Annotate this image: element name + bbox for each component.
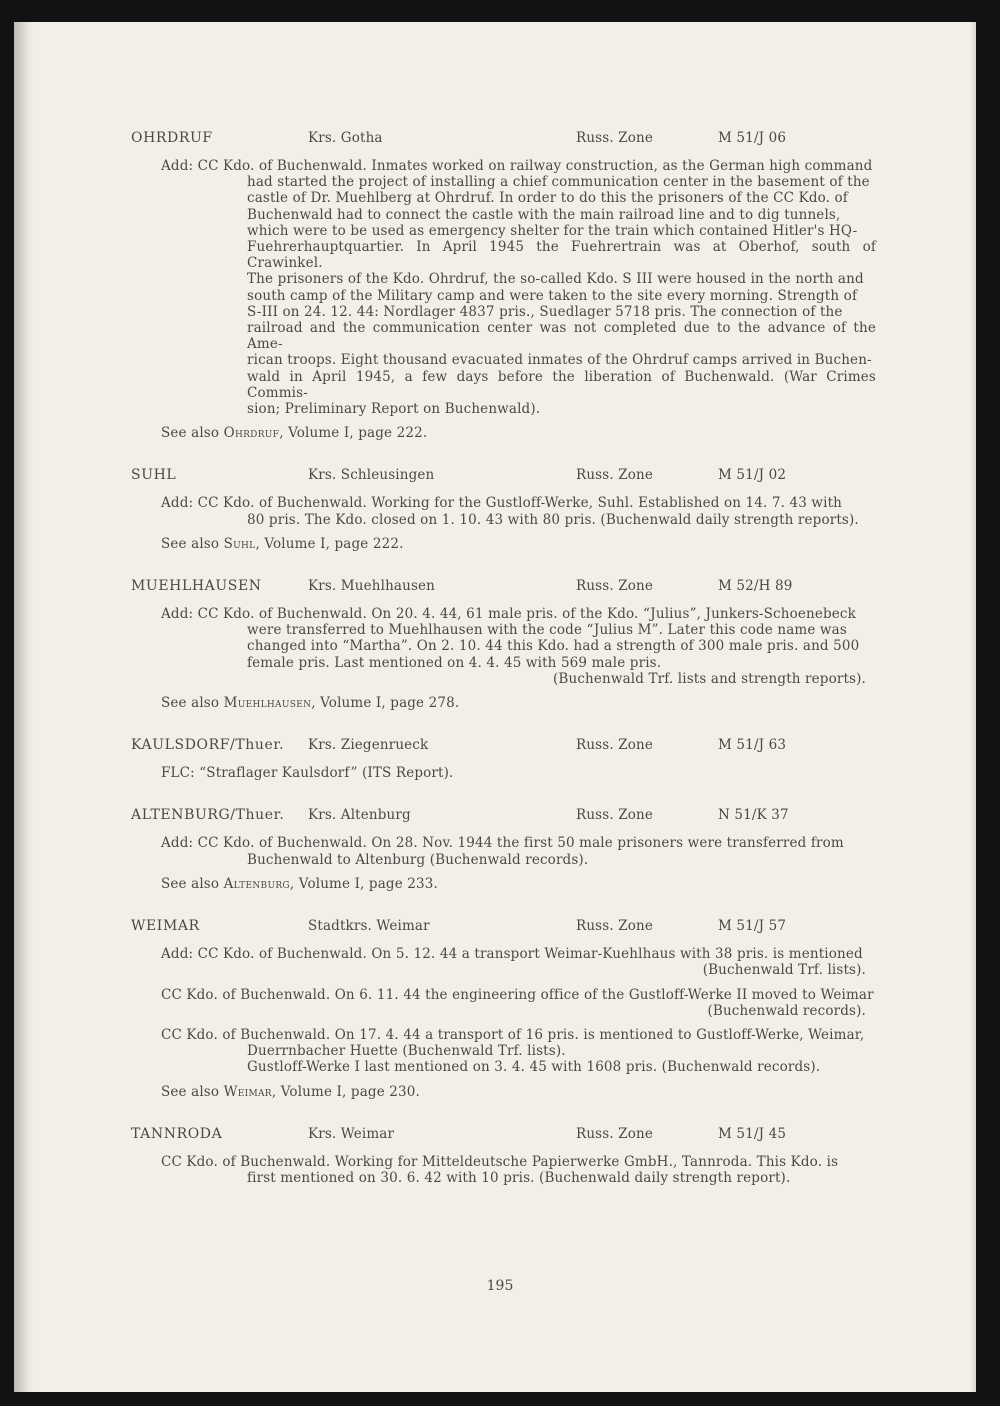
place-name: WEIMAR — [131, 918, 200, 935]
zone-label: Russ. Zone — [576, 1125, 653, 1142]
entry-line: Buchenwald had to connect the castle with the main railroad line and to dig tunnels, — [247, 206, 841, 223]
entry-source: (Buchenwald Trf. lists and strength reports). — [553, 670, 866, 687]
entry-line: sion; Preliminary Report on Buchenwald). — [247, 401, 541, 418]
see-also-volume: , Volume I, page 278. — [311, 695, 460, 712]
district-name: Krs. Muehlhausen — [308, 578, 436, 595]
entry-header — [131, 807, 876, 827]
entry-line: Buchenwald to Altenburg (Buchenwald records). — [247, 851, 589, 868]
entry-line: first mentioned on 30. 6. 42 with 10 pris. (Buchenwald daily strength report). — [247, 1169, 791, 1186]
entry-line: changed into “Martha”. On 2. 10. 44 this Kdo. had a strength of 300 male pris. and 500 — [247, 638, 860, 655]
entry-text — [161, 158, 876, 417]
entry-line: Fuehrerhauptquartier. In April 1945 the Fuehrertrain was at Oberhof, south of Crawinkel. — [247, 239, 876, 272]
see-also-place: Ohrdruf — [223, 425, 280, 442]
entry-source: (Buchenwald records). — [707, 1002, 866, 1019]
see-also-place: Muehlhausen — [223, 695, 312, 712]
map-grid-ref: M 51/J 02 — [718, 467, 787, 484]
entry-line: female pris. Last mentioned on 4. 4. 45 with 569 male pris. — [247, 654, 662, 671]
see-also-prefix: See also — [161, 535, 220, 552]
entry-header — [131, 1126, 876, 1146]
page-gutter — [14, 22, 34, 1392]
see-also-place: Suhl — [223, 535, 256, 552]
entry-text — [161, 765, 876, 781]
entry-text — [161, 606, 876, 687]
zone-label: Russ. Zone — [576, 578, 653, 595]
place-name: OHRDRUF — [131, 130, 213, 146]
entry-first-line: CC Kdo. of Buchenwald. Working for Mitteldeutsche Papierwerke GmbH., Tannroda. This Kdo. is — [161, 1153, 839, 1170]
map-grid-ref: M 51/J 57 — [718, 918, 787, 935]
entry-first-line: Add: CC Kdo. of Buchenwald. On 28. Nov. 1944 the first 50 male prisoners were transferred from — [161, 835, 844, 852]
gazetteer-entry — [131, 807, 876, 892]
see-also-prefix: See also — [161, 425, 220, 442]
page-edge — [970, 22, 976, 1392]
entry-text — [161, 1154, 876, 1186]
district-name: Krs. Ziegenrueck — [308, 737, 429, 754]
entry-line: wald in April 1945, a few days before the liberation of Buchenwald. (War Crimes Commis- — [247, 368, 876, 401]
entry-line: rican troops. Eight thousand evacuated inmates of the Ohrdruf camps arrived in Buchen- — [247, 352, 872, 369]
gazetteer-entry — [131, 918, 876, 1100]
entry-line: which were to be used as emergency shelter for the train which contained Hitler's HQ- — [247, 222, 858, 239]
entry-source: (Buchenwald Trf. lists). — [702, 962, 866, 979]
entry-line: were transferred to Muehlhausen with the code “Julius M”. Later this code name was — [247, 622, 847, 639]
entry-first-line: Add: CC Kdo. of Buchenwald. Inmates worked on railway construction, as the German high command — [161, 158, 873, 174]
see-also-reference — [161, 425, 876, 441]
entry-first-line: CC Kdo. of Buchenwald. On 17. 4. 44 a transport of 16 pris. is mentioned to Gustloff-Werke, Weimar, — [161, 1026, 865, 1043]
district-name: Krs. Weimar — [308, 1125, 395, 1142]
see-also-reference — [161, 876, 876, 892]
place-name: SUHL — [131, 467, 177, 484]
map-grid-ref: M 51/J 45 — [718, 1125, 787, 1142]
entry-line: had started the project of installing a chief communication center in the basement of the — [247, 174, 870, 191]
gazetteer-entry — [131, 1126, 876, 1186]
page-number: 195 — [486, 1278, 514, 1294]
entry-text — [161, 495, 876, 527]
zone-label: Russ. Zone — [576, 130, 653, 146]
see-also-volume: , Volume I, page 222. — [255, 535, 404, 552]
entry-line: south camp of the Military camp and were taken to the site every morning. Strength of — [247, 287, 858, 304]
see-also-reference — [161, 536, 876, 552]
see-also-volume: , Volume I, page 230. — [271, 1083, 420, 1100]
see-also-reference — [161, 1084, 876, 1100]
entry-text — [161, 987, 876, 1019]
zone-label: Russ. Zone — [576, 737, 653, 754]
entry-first-line: FLC: “Straflager Kaulsdorf” (ITS Report). — [161, 765, 454, 782]
entry-line: 80 pris. The Kdo. closed on 1. 10. 43 with 80 pris. (Buchenwald daily strength reports). — [247, 511, 859, 528]
entry-line: The prisoners of the Kdo. Ohrdruf, the so-called Kdo. S III were housed in the north and — [247, 271, 864, 288]
entry-first-line: Add: CC Kdo. of Buchenwald. On 5. 12. 44 a transport Weimar-Kuehlhaus with 38 pris. is mentioned — [161, 946, 863, 963]
entry-line: railroad and the communication center was not completed due to the advance of the Ame- — [247, 320, 876, 353]
zone-label: Russ. Zone — [576, 467, 653, 484]
see-also-reference — [161, 695, 876, 711]
gazetteer-entry — [131, 578, 876, 711]
entry-header — [131, 737, 876, 757]
gazetteer-entry — [131, 737, 876, 781]
page-content — [131, 130, 876, 1212]
map-grid-ref: M 52/H 89 — [718, 578, 793, 595]
see-also-prefix: See also — [161, 695, 220, 712]
entry-header — [131, 918, 876, 938]
entry-text — [161, 946, 876, 978]
district-name: Krs. Gotha — [308, 130, 383, 146]
see-also-prefix: See also — [161, 1083, 220, 1100]
see-also-volume: , Volume I, page 233. — [289, 875, 438, 892]
entry-text — [161, 1027, 876, 1076]
zone-label: Russ. Zone — [576, 918, 653, 935]
entry-header — [131, 130, 876, 150]
map-grid-ref: M 51/J 06 — [718, 130, 787, 146]
entry-first-line: Add: CC Kdo. of Buchenwald. On 20. 4. 44, 61 male pris. of the Kdo. “Julius”, Junkers-Schoenebeck — [161, 606, 856, 623]
entry-line: Gustloff-Werke I last mentioned on 3. 4. 45 with 1608 pris. (Buchenwald records). — [247, 1059, 821, 1076]
district-name: Stadtkrs. Weimar — [308, 918, 430, 935]
gazetteer-entry — [131, 467, 876, 552]
entry-first-line: Add: CC Kdo. of Buchenwald. Working for the Gustloff-Werke, Suhl. Established on 14. 7. 43 with — [161, 495, 843, 512]
entry-line: Duerrnbacher Huette (Buchenwald Trf. lists). — [247, 1043, 566, 1060]
see-also-prefix: See also — [161, 875, 220, 892]
see-also-volume: , Volume I, page 222. — [279, 425, 428, 442]
gazetteer-entry — [131, 130, 876, 441]
see-also-place: Altenburg — [223, 875, 290, 892]
place-name: TANNRODA — [131, 1125, 223, 1142]
entry-header — [131, 578, 876, 598]
map-grid-ref: M 51/J 63 — [718, 737, 787, 754]
district-name: Krs. Schleusingen — [308, 467, 435, 484]
entry-text — [161, 835, 876, 867]
entry-line: castle of Dr. Muehlberg at Ohrdruf. In order to do this the prisoners of the CC Kdo. of — [247, 190, 848, 207]
zone-label: Russ. Zone — [576, 807, 653, 824]
place-name: KAULSDORF/Thuer. — [131, 737, 285, 754]
entry-first-line: CC Kdo. of Buchenwald. On 6. 11. 44 the engineering office of the Gustloff-Werke II moved to Weimar — [161, 986, 874, 1003]
district-name: Krs. Altenburg — [308, 807, 411, 824]
entry-header — [131, 467, 876, 487]
place-name: ALTENBURG/Thuer. — [131, 807, 285, 824]
map-grid-ref: N 51/K 37 — [718, 807, 789, 824]
entry-line: S-III on 24. 12. 44: Nordlager 4837 pris., Suedlager 5718 pris. The connection of the — [247, 303, 843, 320]
see-also-place: Weimar — [223, 1083, 272, 1100]
place-name: MUEHLHAUSEN — [131, 578, 262, 595]
